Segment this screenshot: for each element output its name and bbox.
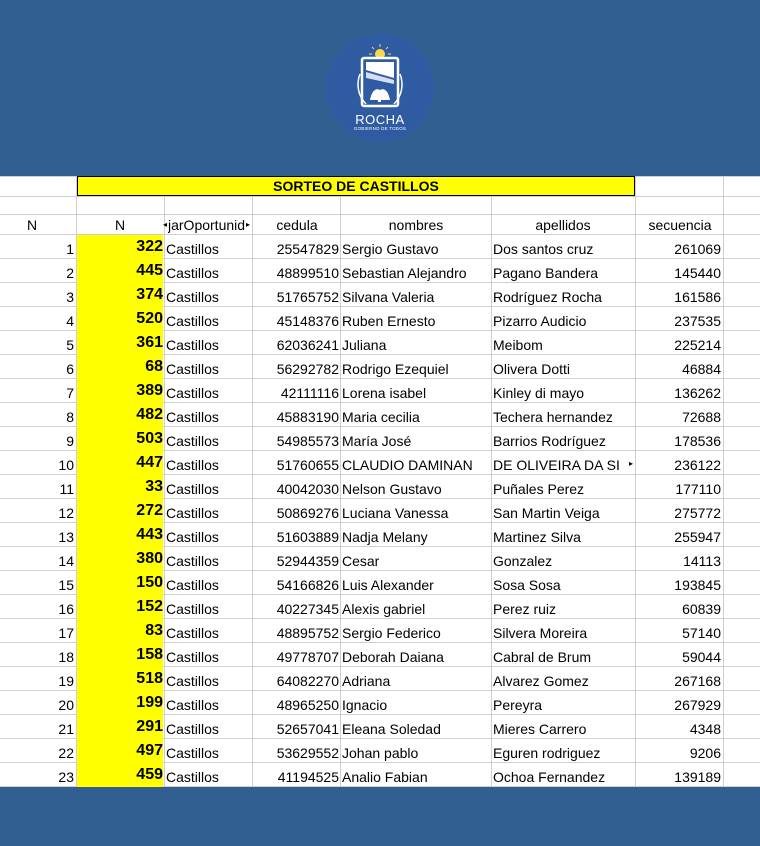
row-apellidos[interactable]: Pizarro Audicio	[493, 313, 587, 329]
row-lugar[interactable]: Castillos	[166, 385, 219, 401]
header-lugar[interactable]: jarOportunid	[168, 217, 246, 233]
row-secuencia[interactable]: 46884	[682, 361, 721, 377]
row-index[interactable]: 9	[66, 433, 74, 449]
row-number[interactable]: 443	[77, 523, 163, 547]
row-index[interactable]: 15	[58, 577, 74, 593]
row-secuencia[interactable]: 178536	[674, 433, 721, 449]
row-lugar[interactable]: Castillos	[166, 721, 219, 737]
row-number[interactable]: 322	[77, 235, 163, 259]
table-row	[0, 283, 760, 307]
footer-banner	[0, 787, 760, 846]
row-cedula[interactable]: 49778707	[276, 649, 339, 665]
row-secuencia[interactable]: 161586	[674, 289, 721, 305]
row-lugar[interactable]: Castillos	[166, 265, 219, 281]
table-row	[0, 547, 760, 571]
row-number[interactable]: 374	[77, 283, 163, 307]
row-index[interactable]: 22	[58, 745, 74, 761]
table-row	[0, 523, 760, 547]
row-index[interactable]: 23	[58, 769, 74, 785]
row-apellidos[interactable]: Gonzalez	[493, 553, 553, 569]
row-number[interactable]: 272	[77, 499, 163, 523]
table-row	[0, 307, 760, 331]
row-nombres[interactable]: Luis Alexander	[342, 577, 434, 593]
row-cedula[interactable]: 40227345	[276, 601, 339, 617]
row-secuencia[interactable]: 275772	[674, 505, 721, 521]
row-cedula[interactable]: 25547829	[276, 241, 339, 257]
row-index[interactable]: 8	[66, 409, 74, 425]
row-index[interactable]: 5	[66, 337, 74, 353]
row-lugar[interactable]: Castillos	[166, 625, 219, 641]
row-secuencia[interactable]: 225214	[674, 337, 721, 353]
row-number[interactable]: 445	[77, 259, 163, 283]
row-cedula[interactable]: 52657041	[276, 721, 339, 737]
row-apellidos[interactable]: Pagano Bandera	[493, 265, 599, 281]
overflow-right-icon: ▸	[246, 220, 251, 229]
row-cedula[interactable]: 62036241	[276, 337, 339, 353]
table-row	[0, 427, 760, 451]
row-cedula[interactable]: 40042030	[276, 481, 339, 497]
row-index[interactable]: 12	[58, 505, 74, 521]
row-apellidos[interactable]: Kinley di mayo	[493, 385, 585, 401]
row-number[interactable]: 447	[77, 451, 163, 475]
table-row	[0, 763, 760, 787]
row-index[interactable]: 1	[66, 241, 74, 257]
row-nombres[interactable]: Cesar	[342, 553, 380, 569]
row-number[interactable]: 503	[77, 427, 163, 451]
logo-tagline: GOBIERNO DE TODOS	[353, 126, 407, 131]
row-cedula[interactable]: 48895752	[276, 625, 339, 641]
row-cedula[interactable]: 51765752	[276, 289, 339, 305]
row-secuencia[interactable]: 72688	[682, 409, 721, 425]
row-number[interactable]: 459	[77, 763, 163, 787]
row-apellidos[interactable]: Dos santos cruz	[493, 241, 594, 257]
table-row	[0, 619, 760, 643]
row-index[interactable]: 14	[58, 553, 74, 569]
table-row	[0, 691, 760, 715]
table-row	[0, 235, 760, 259]
row-secuencia[interactable]: 193845	[674, 577, 721, 593]
row-nombres[interactable]: Eleana Soledad	[342, 721, 441, 737]
row-secuencia[interactable]: 14113	[683, 553, 721, 569]
row-apellidos[interactable]: Rodríguez Rocha	[493, 289, 602, 305]
row-nombres[interactable]: Lorena isabel	[342, 385, 427, 401]
row-apellidos[interactable]: DE OLIVEIRA DA SI	[493, 457, 620, 473]
row-nombres[interactable]: Adriana	[342, 673, 391, 689]
row-nombres[interactable]: Deborah Daiana	[342, 649, 444, 665]
row-secuencia[interactable]: 60839	[682, 601, 721, 617]
header-number[interactable]: N	[114, 217, 126, 233]
row-lugar[interactable]: Castillos	[166, 697, 219, 713]
row-index[interactable]: 2	[66, 265, 74, 281]
row-number[interactable]: 83	[77, 619, 163, 643]
row-nombres[interactable]: Ignacio	[342, 697, 388, 713]
row-apellidos[interactable]: Alvarez Gomez	[493, 673, 589, 689]
row-nombres[interactable]: Juliana	[342, 337, 387, 353]
row-number[interactable]: 482	[77, 403, 163, 427]
row-number[interactable]: 389	[77, 379, 163, 403]
header-cedula[interactable]: cedula	[276, 217, 318, 233]
row-number[interactable]: 152	[77, 595, 163, 619]
table-row	[0, 331, 760, 355]
row-apellidos[interactable]: Techera hernandez	[493, 409, 613, 425]
row-nombres[interactable]: Rodrigo Ezequiel	[342, 361, 449, 377]
row-secuencia[interactable]: 136262	[674, 385, 721, 401]
overflow-left-icon: ◂	[163, 220, 168, 229]
row-number[interactable]: 361	[77, 331, 163, 355]
row-index[interactable]: 16	[58, 601, 74, 617]
row-cedula[interactable]: 56292782	[276, 361, 339, 377]
row-apellidos[interactable]: Barrios Rodríguez	[493, 433, 606, 449]
row-secuencia[interactable]: 139189	[674, 769, 721, 785]
row-index[interactable]: 10	[58, 457, 74, 473]
overflow-right-icon: ▸	[629, 459, 634, 468]
row-cedula[interactable]: 41194525	[277, 769, 339, 785]
sheet-title[interactable]: SORTEO DE CASTILLOS	[77, 176, 635, 196]
row-nombres[interactable]: Sergio Federico	[342, 625, 441, 641]
row-index[interactable]: 6	[66, 361, 74, 377]
row-secuencia[interactable]: 236122	[674, 457, 721, 473]
row-secuencia[interactable]: 57140	[682, 625, 721, 641]
row-number[interactable]: 158	[77, 643, 163, 667]
table-row	[0, 403, 760, 427]
row-secuencia[interactable]: 267168	[674, 673, 721, 689]
row-cedula[interactable]: 54985573	[276, 433, 339, 449]
row-number[interactable]: 33	[77, 475, 163, 499]
table-row	[0, 739, 760, 763]
table-row	[0, 355, 760, 379]
row-nombres[interactable]: Nadja Melany	[342, 529, 428, 545]
row-cedula[interactable]: 54166826	[276, 577, 339, 593]
row-index[interactable]: 17	[58, 625, 74, 641]
row-index[interactable]: 20	[58, 697, 74, 713]
row-lugar[interactable]: Castillos	[166, 529, 219, 545]
table-row	[0, 667, 760, 691]
row-apellidos[interactable]: Cabral de Brum	[493, 649, 592, 665]
row-nombres[interactable]: Maria cecilia	[342, 409, 420, 425]
row-index[interactable]: 13	[58, 529, 74, 545]
row-lugar[interactable]: Castillos	[166, 409, 219, 425]
row-nombres[interactable]: Nelson Gustavo	[342, 481, 442, 497]
table-row	[0, 379, 760, 403]
row-lugar[interactable]: Castillos	[166, 241, 219, 257]
row-nombres[interactable]: Ruben Ernesto	[342, 313, 436, 329]
row-nombres[interactable]: Luciana Vanessa	[342, 505, 449, 521]
row-number[interactable]: 68	[77, 355, 163, 379]
row-lugar[interactable]: Castillos	[166, 313, 219, 329]
row-apellidos[interactable]: Meibom	[493, 337, 543, 353]
row-apellidos[interactable]: Sosa Sosa	[493, 577, 561, 593]
row-lugar[interactable]: Castillos	[166, 505, 219, 521]
row-number[interactable]: 497	[77, 739, 163, 763]
row-number[interactable]: 518	[77, 667, 163, 691]
row-secuencia[interactable]: 177110	[675, 481, 721, 497]
row-apellidos[interactable]: Perez ruiz	[493, 601, 557, 617]
row-secuencia[interactable]: 267929	[674, 697, 721, 713]
row-index[interactable]: 3	[66, 289, 74, 305]
row-cedula[interactable]: 42111116	[280, 385, 339, 401]
row-secuencia[interactable]: 59044	[682, 649, 721, 665]
table-row	[0, 451, 760, 475]
row-index[interactable]: 7	[66, 385, 74, 401]
table-row	[0, 595, 760, 619]
row-cedula[interactable]: 51603889	[276, 529, 339, 545]
row-nombres[interactable]: Analio Fabian	[342, 769, 428, 785]
row-apellidos[interactable]: Martinez Silva	[493, 529, 581, 545]
row-number[interactable]: 291	[77, 715, 163, 739]
row-nombres[interactable]: CLAUDIO DAMINAN	[342, 457, 473, 473]
row-number[interactable]: 520	[77, 307, 163, 331]
table-row	[0, 571, 760, 595]
row-lugar[interactable]: Castillos	[166, 649, 219, 665]
row-secuencia[interactable]: 255947	[674, 529, 721, 545]
row-index[interactable]: 19	[58, 673, 74, 689]
row-index[interactable]: 18	[58, 649, 74, 665]
row-index[interactable]: 21	[58, 721, 74, 737]
row-apellidos[interactable]: Eguren rodriguez	[493, 745, 601, 761]
row-number[interactable]: 150	[77, 571, 163, 595]
row-lugar[interactable]: Castillos	[166, 553, 219, 569]
row-lugar[interactable]: Castillos	[166, 481, 219, 497]
table-row	[0, 475, 760, 499]
row-nombres[interactable]: Silvana Valeria	[342, 289, 435, 305]
row-apellidos[interactable]: Puñales Perez	[493, 481, 585, 497]
row-number[interactable]: 380	[77, 547, 163, 571]
table-row	[0, 499, 760, 523]
table-row	[0, 259, 760, 283]
row-nombres[interactable]: María José	[342, 433, 412, 449]
logo-name: ROCHA	[355, 112, 405, 127]
header-apellidos[interactable]: apellidos	[535, 217, 591, 233]
row-cedula[interactable]: 50869276	[276, 505, 339, 521]
row-apellidos[interactable]: Silvera Moreira	[493, 625, 588, 641]
row-apellidos[interactable]: Mieres Carrero	[493, 721, 587, 737]
row-lugar[interactable]: Castillos	[166, 457, 219, 473]
header-nombres[interactable]: nombres	[388, 217, 444, 233]
row-cedula[interactable]: 64082270	[276, 673, 339, 689]
row-cedula[interactable]: 45148376	[276, 313, 339, 329]
row-secuencia[interactable]: 237535	[674, 313, 721, 329]
row-cedula[interactable]: 52944359	[276, 553, 339, 569]
row-index[interactable]: 11	[59, 481, 74, 497]
row-number[interactable]: 199	[77, 691, 163, 715]
row-lugar[interactable]: Castillos	[166, 601, 219, 617]
row-lugar[interactable]: Castillos	[166, 289, 219, 305]
row-cedula[interactable]: 53629552	[276, 745, 339, 761]
row-apellidos[interactable]: Olivera Dotti	[493, 361, 571, 377]
row-apellidos[interactable]: Pereyra	[493, 697, 543, 713]
row-cedula[interactable]: 45883190	[276, 409, 339, 425]
table-row	[0, 643, 760, 667]
row-cedula[interactable]: 51760655	[276, 457, 339, 473]
row-secuencia[interactable]: 261069	[674, 241, 721, 257]
row-lugar[interactable]: Castillos	[166, 673, 219, 689]
row-nombres[interactable]: Sergio Gustavo	[342, 241, 439, 257]
row-secuencia[interactable]: 4348	[689, 721, 721, 737]
row-lugar[interactable]: Castillos	[166, 433, 219, 449]
row-lugar[interactable]: Castillos	[166, 577, 219, 593]
row-nombres[interactable]: Sebastian Alejandro	[342, 265, 467, 281]
row-nombres[interactable]: Johan pablo	[342, 745, 419, 761]
row-lugar[interactable]: Castillos	[166, 337, 219, 353]
row-index[interactable]: 4	[66, 313, 74, 329]
row-nombres[interactable]: Alexis gabriel	[342, 601, 426, 617]
row-cedula[interactable]: 48965250	[276, 697, 339, 713]
row-secuencia[interactable]: 145440	[674, 265, 721, 281]
row-apellidos[interactable]: Ochoa Fernandez	[493, 769, 606, 785]
row-apellidos[interactable]: San Martin Veiga	[493, 505, 600, 521]
row-lugar[interactable]: Castillos	[166, 745, 219, 761]
header-n[interactable]: N	[26, 217, 38, 233]
row-cedula[interactable]: 48899510	[276, 265, 339, 281]
row-lugar[interactable]: Castillos	[166, 769, 219, 785]
header-secuencia[interactable]: secuencia	[648, 217, 712, 233]
grid-row-line	[0, 196, 760, 197]
row-lugar[interactable]: Castillos	[166, 361, 219, 377]
row-secuencia[interactable]: 9206	[689, 745, 721, 761]
rocha-logo	[326, 34, 434, 142]
table-row	[0, 715, 760, 739]
